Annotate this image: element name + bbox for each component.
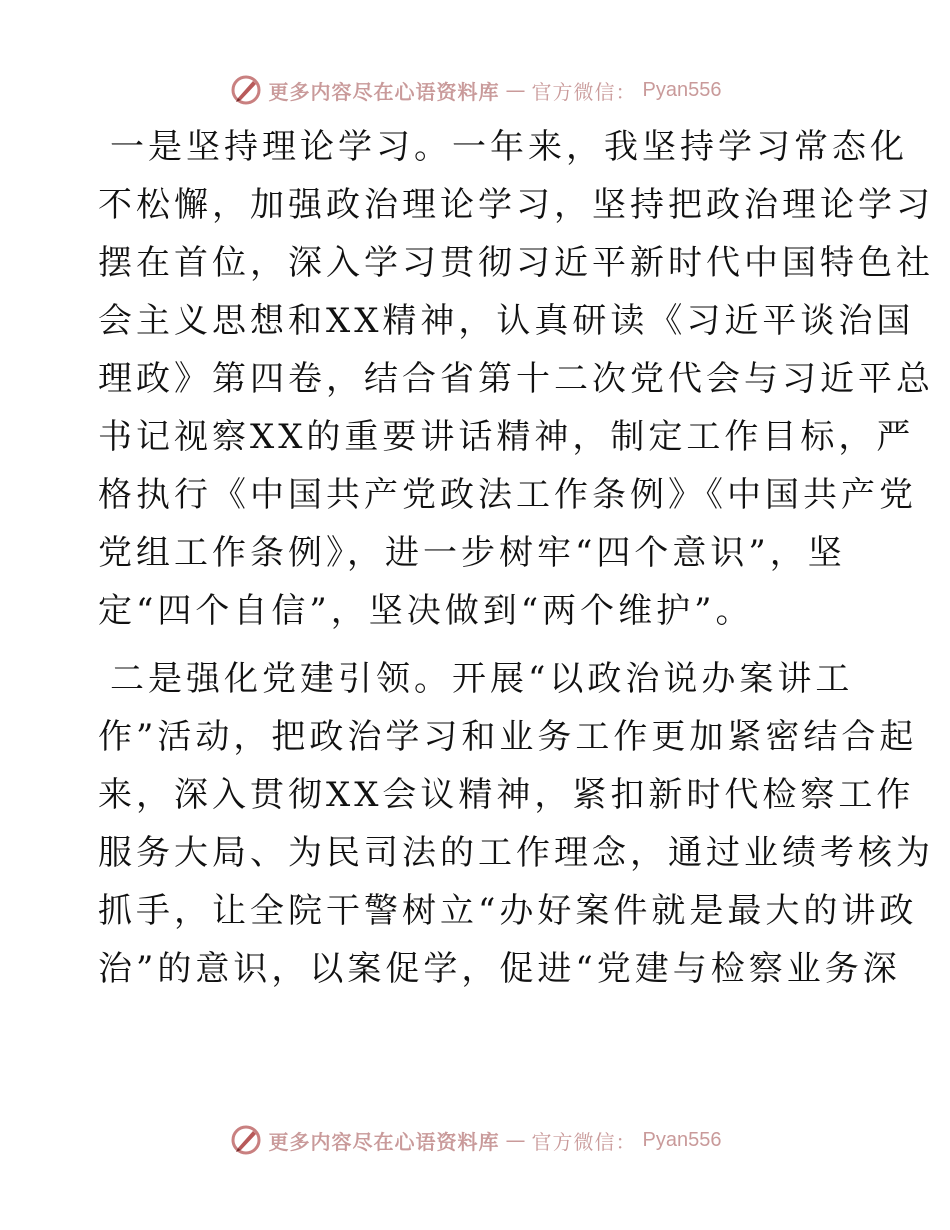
watermark-contact-label: 官方微信： xyxy=(531,1129,637,1154)
text-line: 抓手，让全院干警树立“办好案件就是最大的讲政 xyxy=(98,891,918,931)
header-watermark xyxy=(0,70,950,110)
text-line: 定“四个自信”，坚决做到“两个维护”。 xyxy=(98,591,754,631)
watermark-contact-id: Pyan556 xyxy=(642,1128,722,1151)
watermark-contact-id: Pyan556 xyxy=(642,78,722,101)
text-line: 书记视察XX的重要讲话精神，制定工作目标，严 xyxy=(98,417,915,457)
watermark-contact-label: 官方微信： xyxy=(531,79,637,104)
watermark-text: 更多内容尽在心语资料库 xyxy=(268,79,500,104)
watermark-separator: — xyxy=(505,78,526,102)
watermark-separator: — xyxy=(505,1128,526,1152)
text-line: 党组工作条例》，进一步树牢“四个意识”，坚 xyxy=(98,533,846,573)
watermark-text: 更多内容尽在心语资料库 xyxy=(268,1129,500,1154)
text-line: 一是坚持理论学习。一年来，我坚持学习常态化 xyxy=(110,127,908,167)
text-line: 摆在首位，深入学习贯彻习近平新时代中国特色社 xyxy=(98,243,934,283)
pen-circle-logo-icon xyxy=(229,1123,263,1157)
pen-circle-logo-icon xyxy=(229,73,263,107)
text-line: 理政》第四卷，结合省第十二次党代会与习近平总 xyxy=(98,359,934,399)
text-line: 格执行《中国共产党政法工作条例》《中国共产党 xyxy=(98,475,917,515)
paragraph-theory-study xyxy=(98,118,934,640)
footer-watermark xyxy=(0,1120,950,1160)
text-line: 来，深入贯彻XX会议精神，紧扣新时代检察工作 xyxy=(98,775,915,815)
document-body xyxy=(98,118,934,1008)
text-line: 二是强化党建引领。开展“以政治说办案讲工 xyxy=(110,659,854,699)
text-line: 不松懈，加强政治理论学习，坚持把政治理论学习 xyxy=(98,185,934,225)
text-line: 治”的意识，以案促学，促进“党建与检察业务深 xyxy=(98,949,901,989)
text-line: 作”活动，把政治学习和业务工作更加紧密结合起 xyxy=(98,717,918,757)
paragraph-party-building xyxy=(98,650,934,998)
text-line: 服务大局、为民司法的工作理念，通过业绩考核为 xyxy=(98,833,934,873)
text-line: 会主义思想和XX精神，认真研读《习近平谈治国 xyxy=(98,301,915,341)
